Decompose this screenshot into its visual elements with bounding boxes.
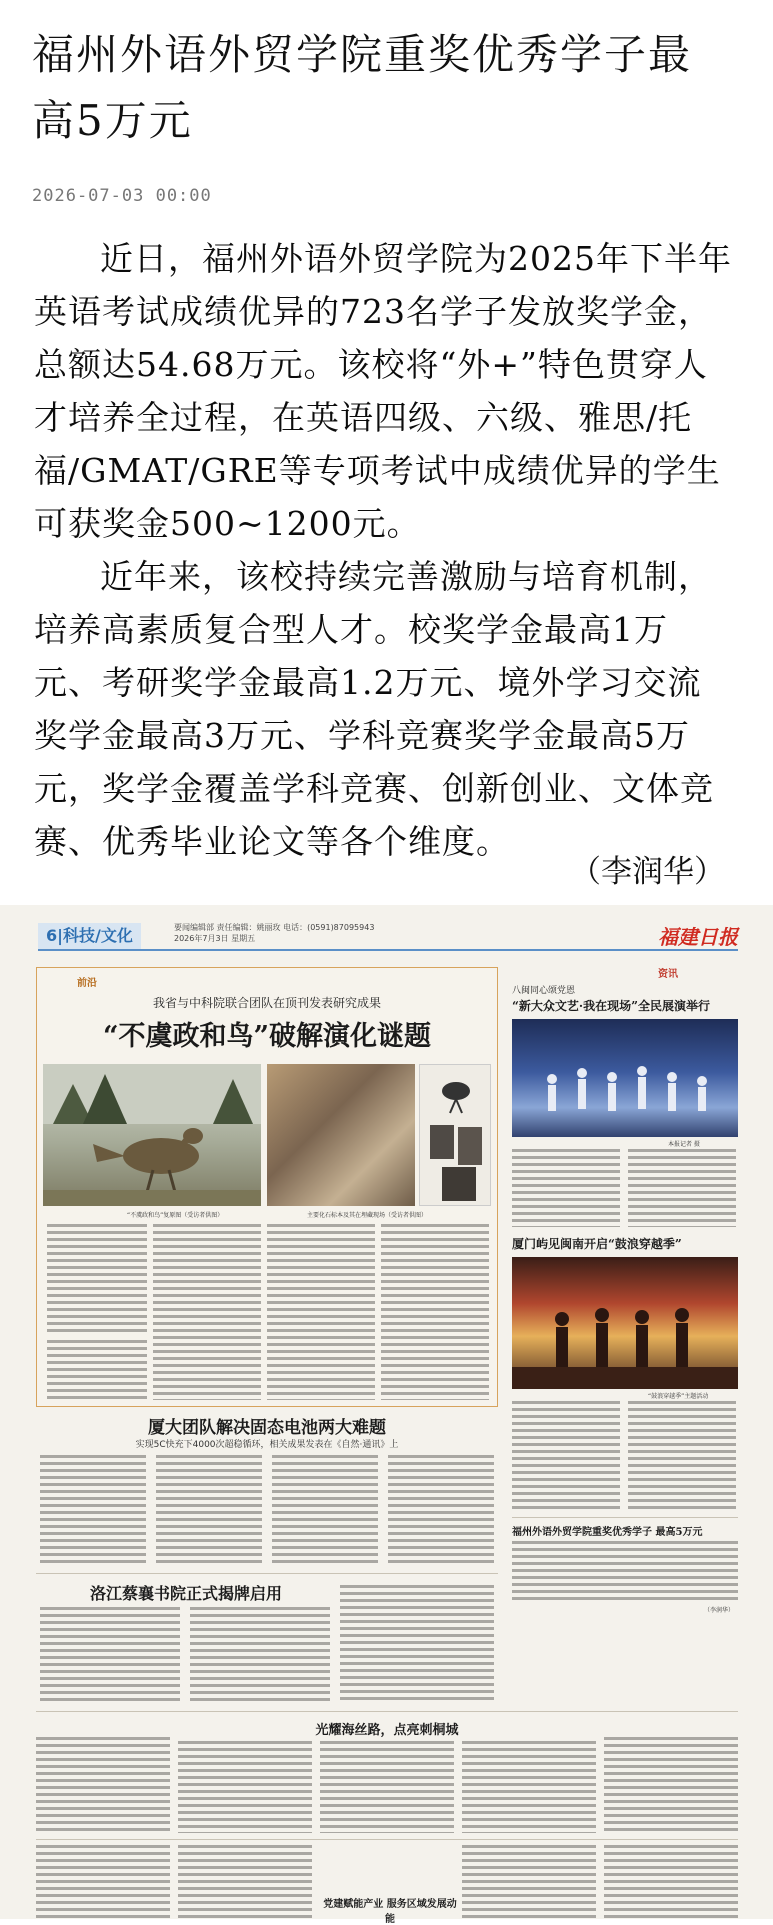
fossil-specimen-icon	[420, 1065, 492, 1207]
bottom2-body-text	[462, 1845, 596, 1919]
divider	[36, 1573, 498, 1574]
story2-body-text	[388, 1455, 494, 1565]
article	[0, 0, 773, 905]
article-date: 2026-07-03 00:00	[32, 186, 212, 206]
story2-headline: 厦大团队解决固态电池两大难题	[148, 1418, 386, 1438]
right1-body-text	[628, 1149, 736, 1227]
dancers-icon	[512, 1019, 738, 1137]
header-meta-line: 要闻编辑部 责任编辑：姚丽玫 电话：(0591)87095943	[174, 923, 375, 932]
news-tag: 资讯	[658, 969, 678, 980]
newspaper-masthead: 福建日报	[658, 925, 738, 949]
bottom2-body-text	[604, 1845, 738, 1919]
article-paragraph: 近年来，该校持续完善激励与培育机制，培养高素质复合型人才。校奖学金最高1万元、考研奖学金最高1.2万元、境外学习交流奖学金最高3万元、学科竞赛奖学金最高5万元，奖学金覆盖学科竞赛、创新创业、文体竞赛、优秀毕业论文等各个维度。	[34, 557, 714, 861]
right3-body-text	[512, 1541, 738, 1603]
bottom1-body-text	[462, 1741, 596, 1833]
page-section-tag: 6|科技/文化	[38, 923, 141, 949]
bottom1-body-text	[36, 1737, 170, 1833]
dinosaur-bird-illustration	[43, 1064, 261, 1206]
story3-body-text	[40, 1607, 180, 1703]
divider	[36, 1839, 738, 1840]
story1-headline: “不虞政和鸟”破解演化谜题	[102, 1021, 432, 1052]
bottom2-body-text	[36, 1845, 170, 1919]
newspaper-scan	[0, 905, 773, 1925]
story3-headline: 洛江蔡襄书院正式揭牌启用	[89, 1584, 282, 1603]
story2-body-text	[156, 1455, 262, 1565]
photo-caption: 主要化石标本及其在埋藏现场（受访者供图）	[307, 1212, 428, 1219]
story1-body-text	[47, 1224, 147, 1332]
story1-kicker: 我省与中科院联合团队在顶刊发表研究成果	[152, 996, 381, 1010]
article-title: 福州外语外贸学院重奖优秀学子最高5万元	[32, 30, 693, 145]
bird-silhouette-icon	[43, 1064, 261, 1206]
story2-subhead: 实现5C快充下4000次超稳循环，相关成果发表在《自然·通讯》上	[135, 1440, 399, 1450]
fossil-specimen-panel	[419, 1064, 491, 1206]
bottom2-body-text	[178, 1845, 312, 1919]
story3-body-text	[340, 1585, 494, 1703]
right1-kicker: 八闽同心颂党恩	[512, 986, 576, 996]
bottom1-body-text	[604, 1737, 738, 1833]
bottom1-body-text	[320, 1741, 454, 1833]
right2-headline: 厦门屿见闽南开启“鼓浪穿越季”	[512, 1237, 682, 1251]
story2-body-text	[40, 1455, 146, 1565]
newspaper-header	[38, 919, 738, 951]
right2-body-text	[512, 1401, 620, 1511]
header-meta	[174, 922, 374, 944]
right3-headline: 福州外语外贸学院重奖优秀学子 最高5万元	[512, 1527, 703, 1538]
story2-body-text	[272, 1455, 378, 1565]
bottom1-headline: 光耀海丝路，点亮刺桐城	[315, 1723, 459, 1738]
stage-event-photo	[512, 1257, 738, 1389]
divider	[512, 1517, 738, 1518]
divider	[36, 1711, 738, 1712]
header-meta-line: 2026年7月3日 星期五	[174, 934, 256, 943]
photo-caption: 本报记者 摄	[668, 1141, 700, 1148]
right3-byline: （李润华）	[704, 1607, 735, 1614]
dance-performance-photo	[512, 1019, 738, 1137]
article-paragraph: 近日，福州外语外贸学院为2025年下半年英语考试成绩优异的723名学子发放奖学金，总额达54.68万元。该校将“外+”特色贯穿人才培养全过程，在英语四级、六级、雅思/托福/GMAT/GRE等专项考试中成绩优异的学生可获奖金500~1200元。	[34, 239, 732, 543]
right2-body-text	[628, 1401, 736, 1511]
story3-body-text	[190, 1607, 330, 1703]
right1-headline: “新大众文艺·我在现场”全民展演举行	[512, 999, 710, 1013]
frontier-tag: 前沿	[77, 978, 97, 989]
story1-body-text	[381, 1224, 489, 1400]
fossil-site-photo	[267, 1064, 415, 1206]
performers-icon	[512, 1257, 738, 1389]
article-body	[34, 232, 734, 868]
bottom1-body-text	[178, 1741, 312, 1833]
photo-caption: “不虞政和鸟”复原图（受访者供图）	[127, 1212, 224, 1219]
right1-body-text	[512, 1149, 620, 1227]
story1-body-text	[153, 1224, 261, 1400]
story1-body-text	[47, 1340, 147, 1400]
story1-body-text	[267, 1224, 375, 1400]
photo-caption: “鼓浪穿越季”主题活动	[648, 1393, 709, 1400]
frontier-box	[36, 967, 498, 1407]
bottom2-headline: 党建赋能产业 服务区域发展动能	[323, 1899, 457, 1925]
article-author: （李润华）	[570, 854, 725, 890]
